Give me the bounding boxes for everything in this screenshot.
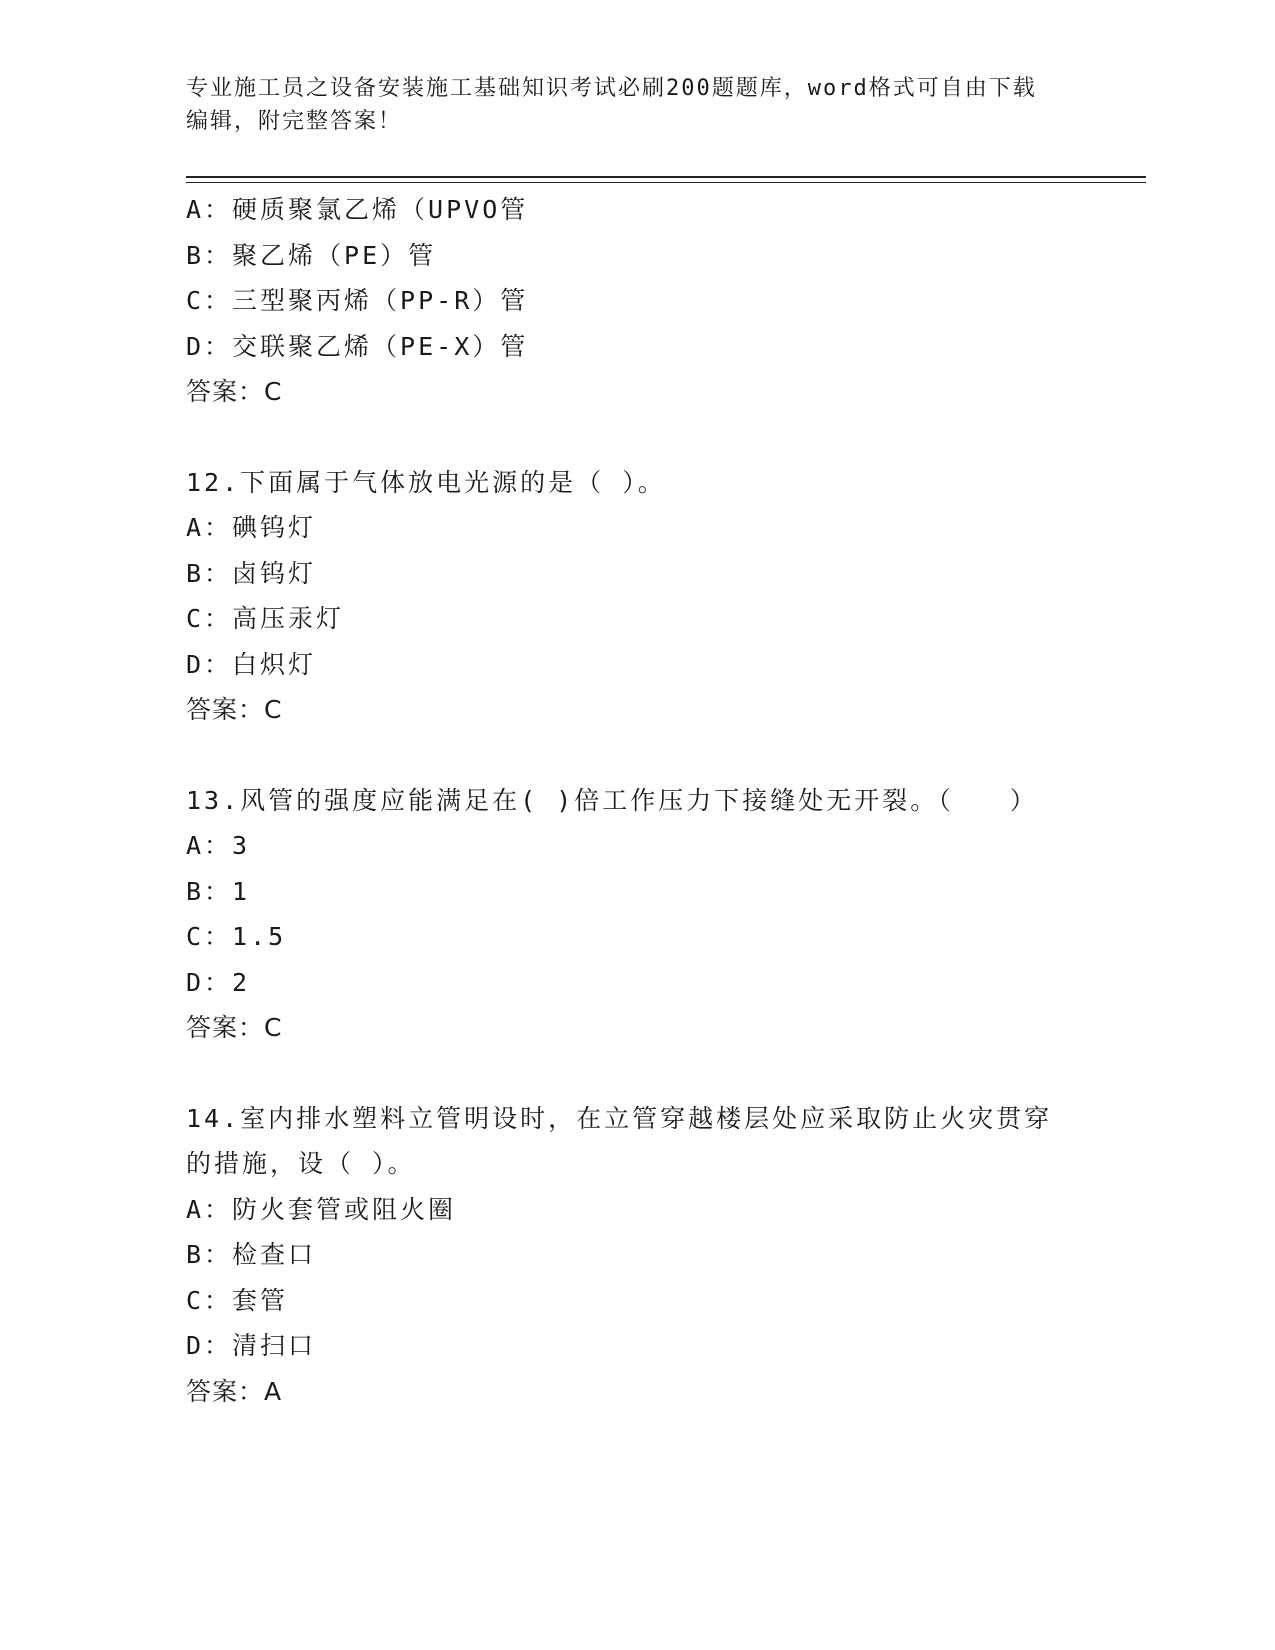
option-b: B：1 — [186, 876, 251, 906]
question-list — [186, 187, 1086, 1414]
option-b: B：检查口 — [186, 1240, 317, 1269]
header-title-line-2: 编辑，附完整答案！ — [186, 109, 403, 134]
question-block-11 — [186, 187, 1086, 415]
option-a: A：硬质聚氯乙烯（UPVO管 — [186, 195, 529, 224]
option-c: C：三型聚丙烯（PP-R）管 — [186, 286, 529, 315]
document-header — [186, 72, 1086, 138]
header-divider-thin — [186, 182, 1146, 183]
option-b: B：聚乙烯（PE）管 — [186, 240, 437, 270]
answer-line: 答案：C — [186, 695, 283, 724]
question-text: 13.风管的强度应能满足在( )倍工作压力下接缝处无开裂。（ ） — [186, 785, 1038, 815]
option-a: A：防火套管或阻火圈 — [186, 1194, 457, 1224]
option-c: C：套管 — [186, 1285, 289, 1315]
header-title-line-1: 专业施工员之设备安装施工基础知识考试必刷200题题库，word格式可自由下载 — [186, 76, 1037, 101]
question-block-14 — [186, 1096, 1086, 1415]
option-b: B：卤钨灯 — [186, 558, 317, 588]
question-block-12 — [186, 460, 1086, 733]
option-d: D：白炽灯 — [186, 649, 317, 679]
option-a: A：3 — [186, 831, 251, 860]
question-text-line-1: 14.室内排水塑料立管明设时，在立管穿越楼层处应采取防止火灾贯穿 — [186, 1103, 1053, 1133]
question-text: 12.下面属于气体放电光源的是（ ）。 — [186, 467, 666, 497]
option-d: D：清扫口 — [186, 1331, 317, 1360]
question-block-13 — [186, 778, 1086, 1051]
option-a: A：碘钨灯 — [186, 513, 317, 542]
option-d: D：2 — [186, 967, 251, 997]
option-c: C：高压汞灯 — [186, 604, 345, 633]
answer-line: 答案：C — [186, 1013, 283, 1042]
answer-line: 答案：C — [186, 377, 283, 406]
option-c: C：1.5 — [186, 922, 287, 951]
question-text-line-2: 的措施，设（ ）。 — [186, 1149, 416, 1178]
option-d: D：交联聚乙烯（PE-X）管 — [186, 331, 529, 361]
answer-line: 答案：A — [186, 1376, 283, 1406]
header-divider-thick — [186, 176, 1146, 178]
